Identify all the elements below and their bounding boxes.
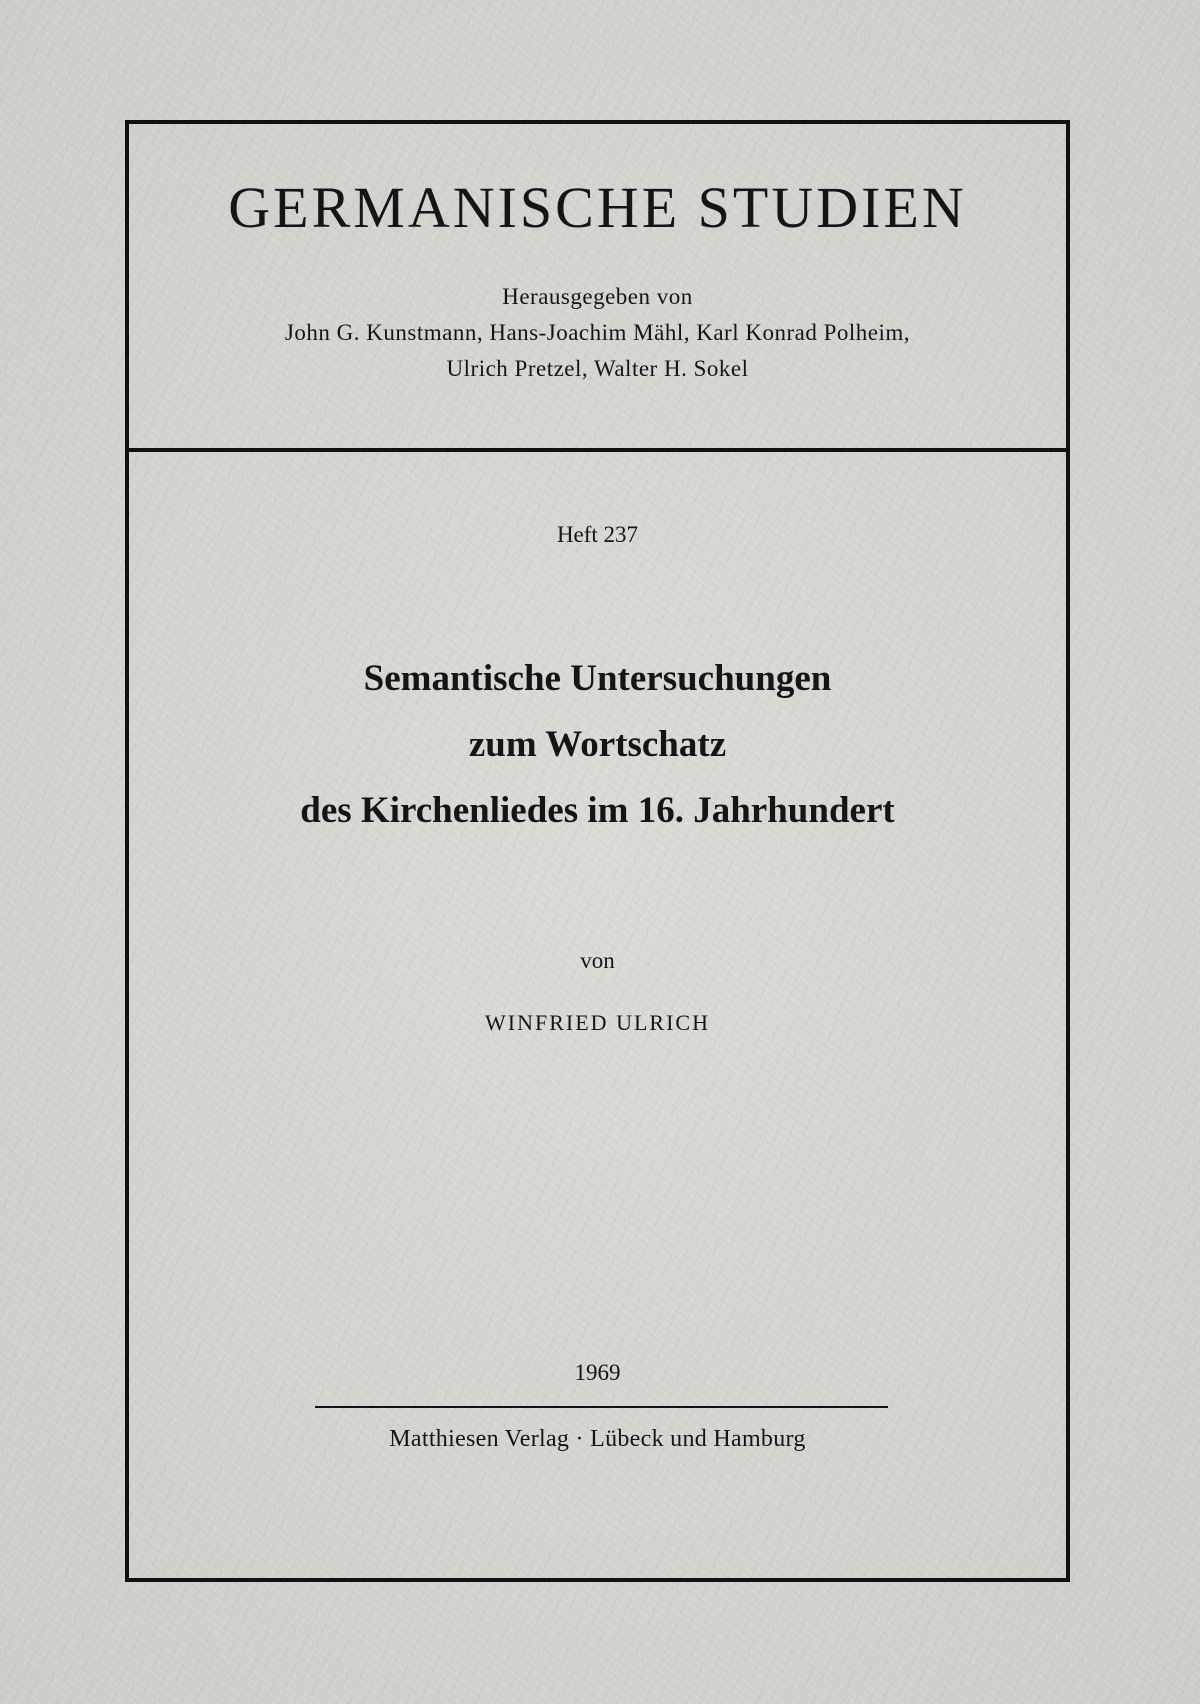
book-title-line: Semantische Untersuchungen — [363, 658, 832, 699]
author-name: WINFRIED ULRICH — [485, 1010, 710, 1035]
book-title-line: zum Wortschatz — [468, 724, 727, 765]
editors-intro: Herausgegeben von — [502, 284, 693, 309]
book-title — [129, 646, 1066, 844]
editors-line: John G. Kunstmann, Hans-Joachim Mähl, Karl Konrad Polheim, — [284, 320, 910, 345]
publisher-line: Matthiesen Verlag · Lübeck und Hamburg — [389, 1426, 806, 1452]
cover-frame — [125, 120, 1070, 1582]
series-header — [129, 124, 1066, 452]
issue-number: Heft 237 — [556, 522, 639, 547]
by-label: von — [580, 948, 615, 973]
book-title-line: des Kirchenliedes im 16. Jahrhundert — [300, 790, 895, 831]
publication-year: 1969 — [574, 1360, 621, 1385]
series-title: GERMANISCHE STUDIEN — [228, 175, 967, 240]
editors-block — [129, 279, 1066, 387]
editors-line: Ulrich Pretzel, Walter H. Sokel — [446, 356, 749, 381]
divider-rule — [315, 1406, 888, 1408]
